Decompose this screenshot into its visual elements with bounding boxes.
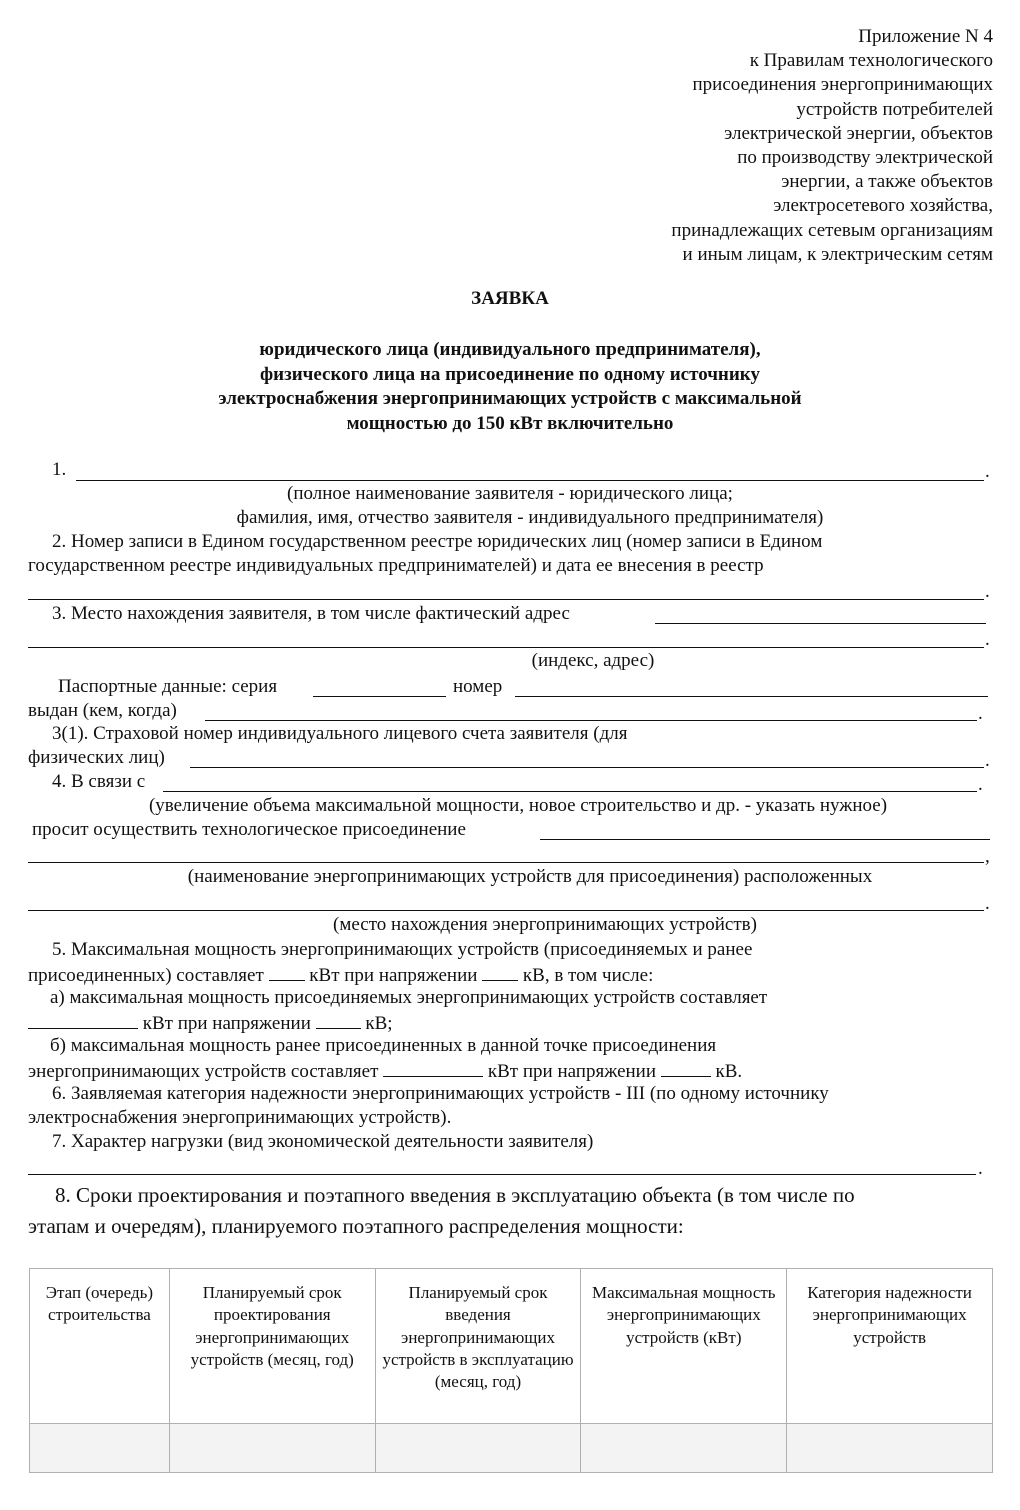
appendix-line: и иным лицам, к электрическим сетям [682,243,993,265]
item-1-number: 1. [52,459,67,480]
item-5-line-1: 5. Максимальная мощность энергопринимающих устройств (присоединяемых и ранее [52,939,753,960]
existing-voltage-field[interactable] [661,1058,711,1077]
appendix-line: электросетевого хозяйства, [773,195,993,217]
devices-field[interactable] [540,839,990,840]
comma: , [985,846,990,867]
item-5a-text-b: кВ; [365,1013,393,1034]
subtitle-line: электроснабжения энергопринимающих устройств с максимальной [218,388,802,409]
subtitle-line: физического лица на присоединение по одному источнику [260,363,760,385]
table-cell[interactable] [169,1424,375,1473]
devices-field-2[interactable] [28,862,984,863]
passport-number-label: номер [453,676,503,697]
passport-issued-label: выдан (кем, когда) [28,700,177,721]
item-3-caption: (индекс, адрес) [531,650,655,671]
address-field-2[interactable] [28,647,984,648]
item-5-text-a: присоединенных) составляет [28,965,264,986]
new-voltage-field[interactable] [316,1010,361,1029]
existing-power-field[interactable] [383,1058,483,1077]
load-type-field[interactable] [28,1174,976,1175]
item-6-line-1: 6. Заявляемая категория надежности энергопринимающих устройств - III (по одному источнику [52,1083,829,1104]
item-4-caption: (увеличение объема максимальной мощности, новое строительство и др. - указать нужное) [148,795,888,816]
period: . [985,461,990,482]
item-5b-line-1: б) максимальная мощность ранее присоединенных в данной точке присоединения [50,1035,717,1056]
item-5b-text-c: кВ. [715,1061,743,1082]
document-title: ЗАЯВКА [471,288,549,309]
appendix-line: Приложение N 4 [858,26,993,47]
item-4-caption-3: (место нахождения энергопринимающих устройств) [333,914,757,935]
column-header: Категория надежности энергопринимающих устройств [787,1269,993,1424]
appendix-header [573,25,993,267]
item-5b-line-2 [28,1058,992,1084]
column-header: Максимальная мощность энергопринимающих устройств (кВт) [581,1269,787,1424]
table-cell[interactable] [375,1424,581,1473]
period: . [978,774,983,795]
item-3-text: 3. Место нахождения заявителя, в том числе фактический адрес [52,603,570,624]
item-5-line-2 [28,962,992,988]
schedule-table [29,1268,993,1473]
item-5a-line-2 [28,1010,992,1036]
passport-number-field[interactable] [515,696,988,697]
appendix-line: принадлежащих сетевым организациям [671,219,993,241]
address-field[interactable] [655,623,986,624]
item-6-line-2: электроснабжения энергопринимающих устройств). [28,1107,452,1128]
item-5b-text-a: энергопринимающих устройств составляет [28,1061,379,1082]
item-5-text-b: кВт при напряжении [309,965,478,986]
period: . [985,581,990,602]
item-1-caption-1: (полное наименование заявителя - юридического лица; [287,483,733,504]
item-7-text: 7. Характер нагрузки (вид экономической деятельности заявителя) [52,1131,594,1152]
item-8-line-2: этапам и очередям), планируемого поэтапного распределения мощности: [28,1214,684,1238]
appendix-line: присоединения энергопринимающих [692,74,993,96]
appendix-line: энергии, а также объектов [781,171,993,193]
item-5b-text-b: кВт при напряжении [487,1061,657,1082]
subtitle-line: юридического лица (индивидуального предпринимателя), [259,339,761,360]
item-2-line-2: государственном реестре индивидуальных предпринимателей) и дата ее внесения в реестр [28,555,764,576]
table-cell[interactable] [30,1424,170,1473]
table-row [30,1424,993,1473]
new-power-field[interactable] [28,1010,138,1029]
appendix-line: электрической энергии, объектов [724,122,993,144]
applicant-name-field[interactable] [76,480,984,481]
period: . [978,1158,983,1179]
appendix-line: к Правилам технологического [749,50,993,72]
passport-issued-field[interactable] [205,720,977,721]
item-4-text: 4. В связи с [52,771,146,792]
subtitle-line: мощностью до 150 кВт включительно [346,412,674,434]
table-cell[interactable] [581,1424,787,1473]
item-1-caption-2: фамилия, имя, отчество заявителя - индивидуального предпринимателя) [236,507,824,528]
item-1-label [52,458,992,482]
item-8-line-1: 8. Сроки проектирования и поэтапного введения в эксплуатацию объекта (в том числе по [55,1183,855,1207]
item-5a-text-a: кВт при напряжении [142,1013,311,1034]
passport-series-label: Паспортные данные: серия [58,676,278,697]
item-5-text-c: кВ, в том числе: [522,965,654,986]
registry-number-field[interactable] [28,599,984,600]
item-31-line-1: 3(1). Страховой номер индивидуального лицевого счета заявителя (для [52,723,628,744]
period: . [985,629,990,650]
period: . [985,893,990,914]
snils-field[interactable] [190,767,984,768]
location-field[interactable] [28,910,984,911]
period: . [985,750,990,771]
document-subtitle [0,338,1020,436]
table-cell[interactable] [787,1424,993,1473]
item-31-line-2: физических лиц) [28,747,165,768]
item-4-request: просит осуществить технологическое присоединение [32,819,466,840]
appendix-line: по производству электрической [737,147,993,169]
appendix-line: устройств потребителей [796,98,993,120]
max-power-field[interactable] [269,962,305,981]
reason-field[interactable] [163,791,977,792]
passport-series-field[interactable] [313,696,446,697]
column-header: Планируемый срок проектирования энергопринимающих устройств (месяц, год) [169,1269,375,1424]
item-2-line-1: 2. Номер записи в Едином государственном реестре юридических лиц (номер записи в Едином [52,531,823,552]
period: . [978,703,983,724]
column-header: Планируемый срок введения энергопринимающих устройств в эксплуатацию (месяц, год) [375,1269,581,1424]
item-5a-line-1: а) максимальная мощность присоединяемых энергопринимающих устройств составляет [50,987,768,1008]
table-header-row [30,1269,993,1424]
voltage-field[interactable] [482,962,518,981]
column-header: Этап (очередь) строительства [30,1269,170,1424]
item-4-caption-2: (наименование энергопринимающих устройств для присоединения) расположенных [187,866,873,887]
